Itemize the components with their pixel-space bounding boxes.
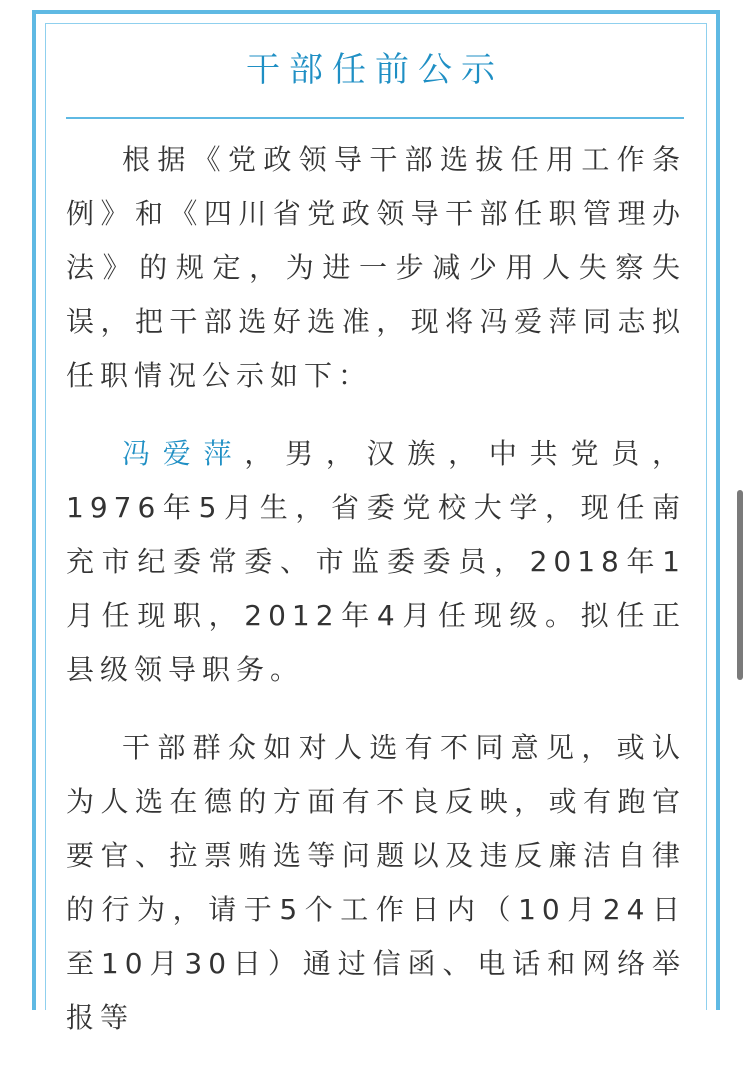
- paragraph-basis: 根据《党政领导干部选拔任用工作条例》和《四川省党政领导干部任职管理办法》的规定，为进一步减少用人失察失误，把干部选好选准，现将冯爱萍同志拟任职情况公示如下：: [66, 143, 686, 392]
- notice-title: 干部任前公示: [246, 50, 504, 90]
- scrollbar-thumb[interactable]: [737, 490, 743, 680]
- candidate-name: 冯爱萍: [122, 437, 245, 470]
- notice-body: [66, 133, 686, 1069]
- paragraph-candidate: [66, 427, 686, 697]
- candidate-details: ，男，汉族，中共党员，1976年5月生，省委党校大学，现任南充市纪委常委、市监委委员，2018年1月任现职，2012年4月任现级。拟任正县级领导职务。: [66, 437, 686, 686]
- title-divider: [66, 117, 684, 119]
- paragraph-feedback: 干部群众如对人选有不同意见，或认为人选在德的方面有不良反映，或有跑官要官、拉票贿选等问题以及违反廉洁自律的行为，请于5个工作日内（10月24日至10月30日）通过信函、电话和网络举报等: [66, 731, 686, 1034]
